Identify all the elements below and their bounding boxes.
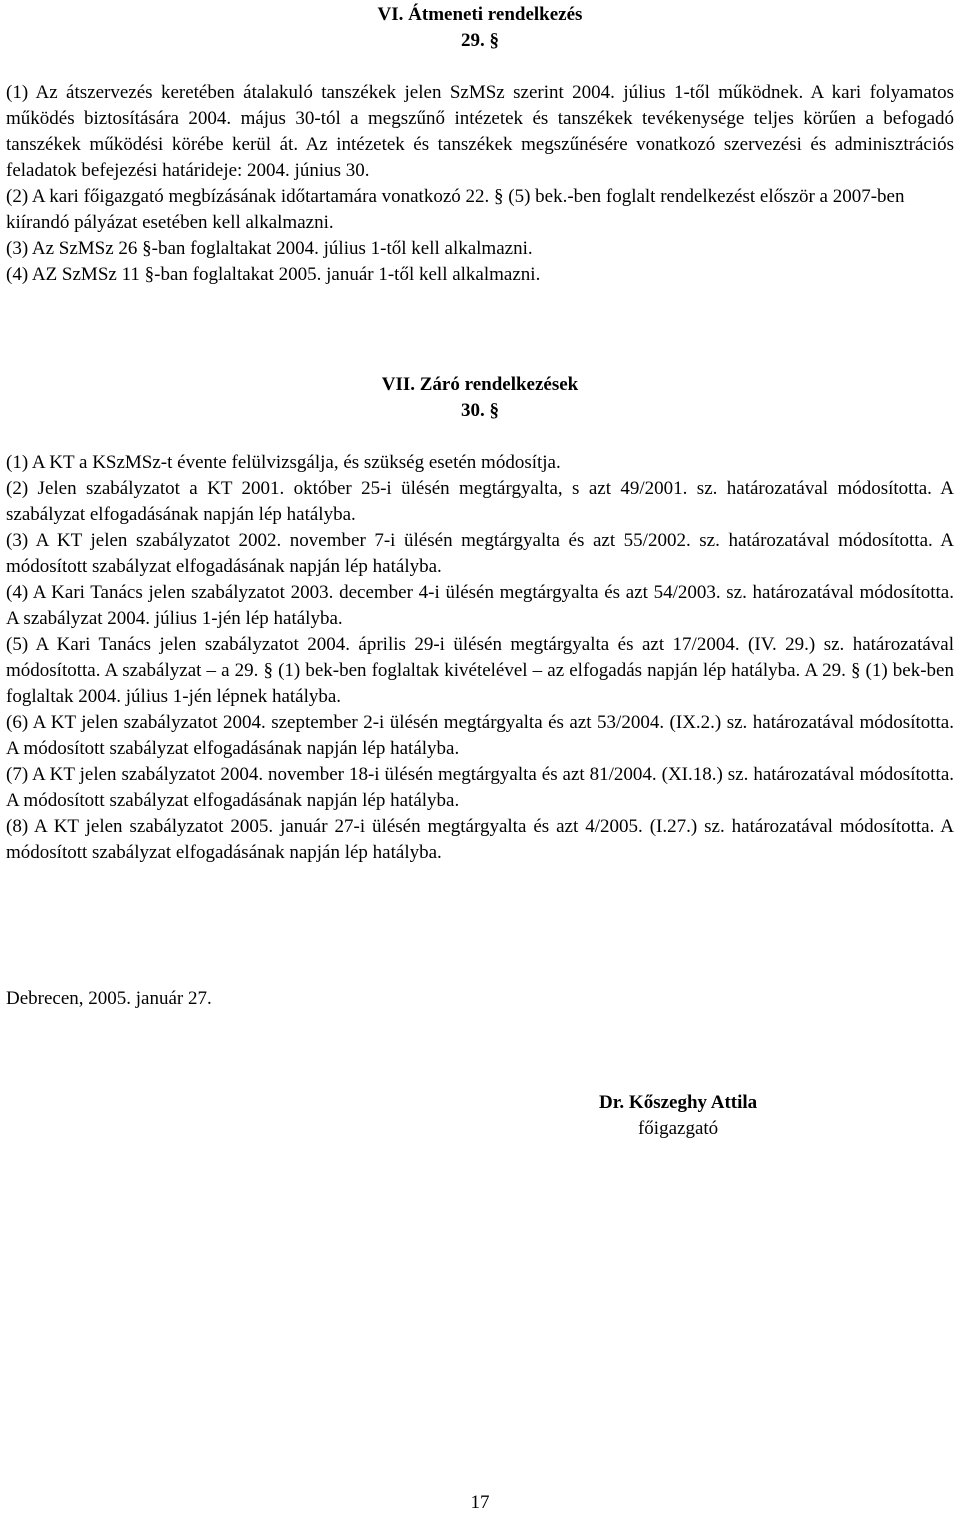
paragraph-2: (2) A kari főigazgató megbízásának időtartamára vonatkozó 22. § (5) bek.-ben foglalt rendelkezést először a 2007-ben kiírandó pályázat esetében kell alkalmazni. xyxy=(6,186,905,233)
section-title: VI. Átmeneti rendelkezés xyxy=(377,4,583,25)
paragraph-1: (1) A KT a KSzMSz-t évente felülvizsgálja, és szükség esetén módosítja. xyxy=(6,452,561,473)
paragraph-7: (7) A KT jelen szabályzatot 2004. november 18-i ülésén megtárgyalta és azt 81/2004. (XI.18.) sz. határozatával módosította. A módosított szabályzat elfogadásának napján lép hatályba. xyxy=(6,764,954,811)
paragraph-4: (4) A Kari Tanács jelen szabályzatot 2003. december 4-i ülésén megtárgyalta és azt 54/2003. sz. határozatával módosította. A szabályzat 2004. július 1-jén lép hatályba. xyxy=(6,582,954,629)
paragraph-5: (5) A Kari Tanács jelen szabályzatot 2004. április 29-i ülésén megtárgyalta és azt 17/2004. (IV. 29.) sz. határozatával módosította. A szabályzat – a 29. § (1) bek-ben foglaltak kivételével – az elfogadás napján lép hatályba. A 29. § (1) bek-ben foglaltak 2004. július 1-jén lépnek hatályba. xyxy=(6,634,954,707)
section-final-provisions xyxy=(6,372,954,866)
signatory-name: Dr. Kőszeghy Attila xyxy=(599,1092,758,1113)
paragraph-list xyxy=(6,450,954,866)
paragraph-number: 29. § xyxy=(461,30,499,51)
paragraph-2: (2) Jelen szabályzatot a KT 2001. október 25-i ülésén megtárgyalta, s azt 49/2001. sz. határozatával módosította. A szabályzat elfogadásának napján lép hatályba. xyxy=(6,478,954,525)
paragraph-3: (3) A KT jelen szabályzatot 2002. november 7-i ülésén megtárgyalta és azt 55/2002. sz. határozatával módosította. A módosított szabályzat elfogadásának napján lép hatályba. xyxy=(6,530,954,577)
signatory-title: főigazgató xyxy=(637,1118,719,1139)
paragraph-8: (8) A KT jelen szabályzatot 2005. január 27-i ülésén megtárgyalta és azt 4/2005. (I.27.) sz. határozatával módosította. A módosított szabályzat elfogadásának napján lép hatályba. xyxy=(6,816,954,863)
paragraph-3: (3) Az SzMSz 26 §-ban foglaltakat 2004. július 1-től kell alkalmazni. xyxy=(6,238,533,259)
signature-block xyxy=(599,1090,757,1142)
section-transitional-provisions xyxy=(6,2,954,288)
page-number: 17 xyxy=(470,1492,490,1513)
paragraph-list xyxy=(6,80,954,288)
paragraph-6: (6) A KT jelen szabályzatot 2004. szeptember 2-i ülésén megtárgyalta és azt 53/2004. (IX.2.) sz. határozatával módosította. A módosított szabályzat elfogadásának napján lép hatályba. xyxy=(6,712,954,759)
paragraph-number: 30. § xyxy=(461,400,499,421)
paragraph-4: (4) AZ SzMSz 11 §-ban foglaltakat 2005. január 1-től kell alkalmazni. xyxy=(6,264,541,285)
section-title: VII. Záró rendelkezések xyxy=(381,374,579,395)
paragraph-1: (1) Az átszervezés keretében átalakuló tanszékek jelen SzMSz szerint 2004. július 1-től működnek. A kari folyamatos működés biztosítására 2004. május 30-tól a megszűnő intézetek és tanszékek tevékenysége teljes körűen a befogadó tanszékek működési körébe kerül át. Az intézetek és tanszékek megszűnésére vonatkozó szervezési és adminisztrációs feladatok befejezési határideje: 2004. június 30. xyxy=(6,82,954,181)
place-and-date: Debrecen, 2005. január 27. xyxy=(6,988,212,1009)
